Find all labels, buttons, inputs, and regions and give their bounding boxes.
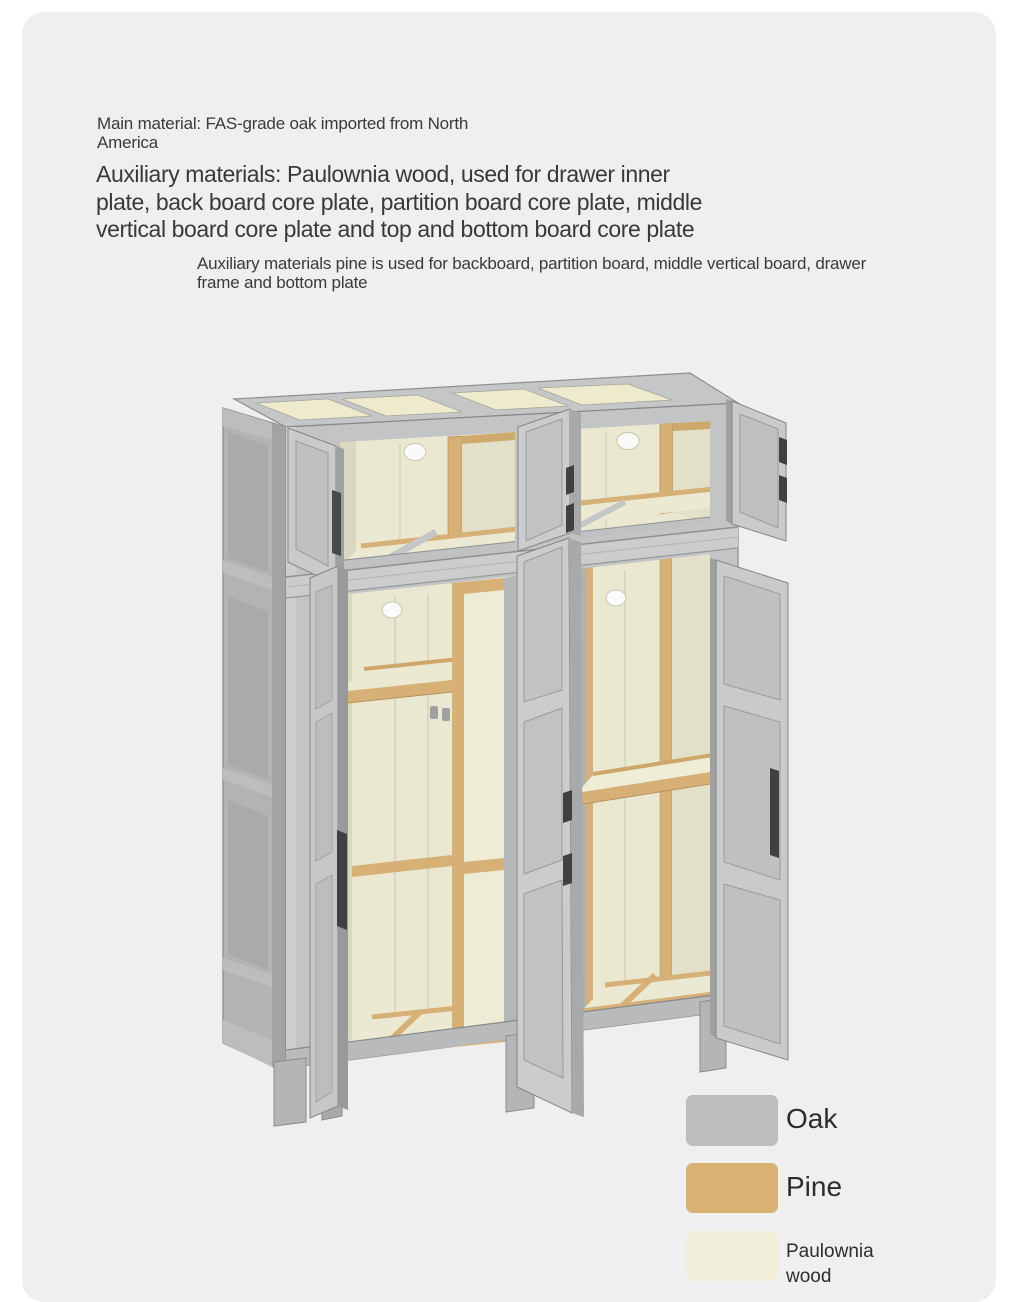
text-line: Auxiliary materials: Paulownia wood, used for drawer inner xyxy=(96,161,670,187)
door-upper-left xyxy=(288,428,344,589)
text-line: vertical board core plate and top and bottom board core plate xyxy=(96,216,695,242)
paulownia-swatch xyxy=(686,1231,778,1281)
oak-label: Oak xyxy=(786,1103,838,1134)
leg-front-left xyxy=(274,1058,306,1126)
text-line: plate, back board core plate, partition board core plate, middle xyxy=(96,188,703,215)
pine-swatch xyxy=(686,1163,778,1213)
door-handle xyxy=(337,830,347,930)
pine-label: Pine xyxy=(786,1171,843,1202)
text-line: frame and bottom plate xyxy=(197,272,368,292)
oak-swatch xyxy=(686,1095,778,1146)
door-handle xyxy=(332,490,341,556)
main-material-text xyxy=(97,114,468,152)
aux-paulownia-text xyxy=(96,161,702,244)
door-upper-middle xyxy=(518,409,581,551)
paulownia-label-line2: wood xyxy=(786,1266,832,1287)
hinge xyxy=(566,465,574,495)
hinge xyxy=(566,503,574,533)
text-line: America xyxy=(97,133,158,152)
door-lower-right xyxy=(710,558,788,1060)
middle-vertical-board xyxy=(452,576,516,1047)
hinge xyxy=(563,853,572,886)
upper-left-compartment xyxy=(336,432,545,572)
door-lower-left xyxy=(310,566,348,1118)
hinge xyxy=(779,475,787,503)
aux-pine-text xyxy=(197,255,866,292)
hinge xyxy=(779,437,787,465)
door-upper-right xyxy=(726,399,787,541)
door-lower-middle xyxy=(517,538,584,1117)
text-line: Main material: FAS-grade oak imported from North xyxy=(97,114,469,133)
hinge xyxy=(563,790,572,823)
door-handle xyxy=(770,768,779,858)
text-line: Auxiliary materials pine is used for backboard, partition board, middle vertical board, drawer xyxy=(197,254,867,273)
wardrobe-left-side xyxy=(223,408,286,1072)
paulownia-label: Paulownia xyxy=(786,1241,874,1262)
